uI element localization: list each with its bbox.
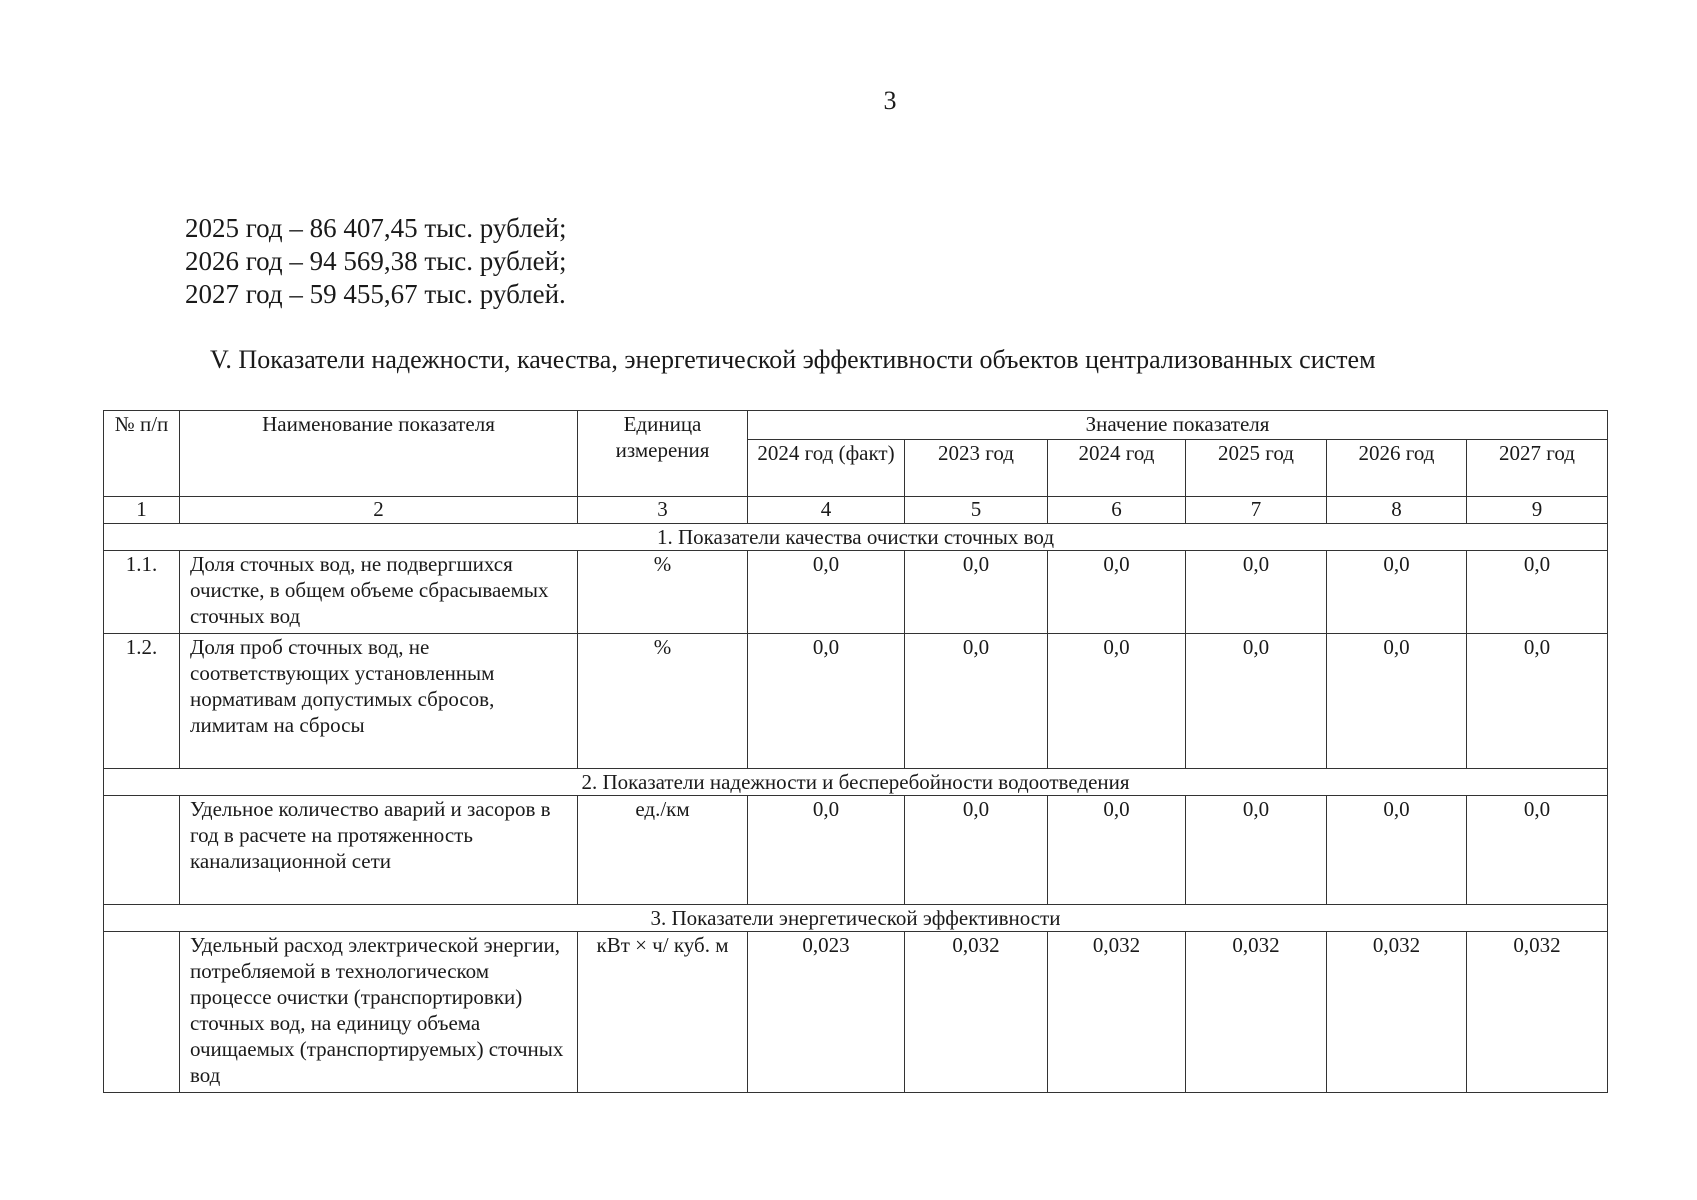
row-value: 0,0 xyxy=(1048,634,1186,769)
column-number: 1 xyxy=(104,497,180,524)
row-name: Доля проб сточных вод, не соответствующих установленным нормативам допустимых сбросов, лимитам на сбросы xyxy=(180,634,578,769)
row-value: 0,0 xyxy=(1048,796,1186,905)
group-title-quality: 1. Показатели качества очистки сточных вод xyxy=(104,524,1608,551)
row-name: Удельное количество аварий и засоров в год в расчете на протяженность канализационной сети xyxy=(180,796,578,905)
group-title-reliability: 2. Показатели надежности и бесперебойности водоотведения xyxy=(104,769,1608,796)
row-value: 0,0 xyxy=(1186,634,1327,769)
row-num: 1.2. xyxy=(104,634,180,769)
row-unit: % xyxy=(578,634,748,769)
table-row xyxy=(104,551,1608,634)
row-num: 1.1. xyxy=(104,551,180,634)
column-number: 5 xyxy=(905,497,1048,524)
row-num xyxy=(104,796,180,905)
table-header-row xyxy=(104,411,1608,440)
row-name: Доля сточных вод, не подвергшихся очистке, в общем объеме сбрасываемых сточных вод xyxy=(180,551,578,634)
row-value: 0,0 xyxy=(1048,551,1186,634)
page-number: 3 xyxy=(883,86,897,115)
header-year-2026: 2026 год xyxy=(1327,440,1467,497)
header-value-group: Значение показателя xyxy=(748,411,1608,440)
row-value: 0,032 xyxy=(1327,932,1467,1093)
header-num: № п/п xyxy=(104,411,180,497)
column-number: 3 xyxy=(578,497,748,524)
row-value: 0,032 xyxy=(905,932,1048,1093)
row-value: 0,0 xyxy=(1186,551,1327,634)
row-unit: % xyxy=(578,551,748,634)
row-name: Удельный расход электрической энергии, потребляемой в технологическом процессе очистки (транспортировки) сточных вод, на единицу объема очищаемых (транспортируемых) сточных вод xyxy=(180,932,578,1093)
row-unit: кВт × ч/ куб. м xyxy=(578,932,748,1093)
table-row xyxy=(104,796,1608,905)
row-num xyxy=(104,932,180,1093)
row-value: 0,032 xyxy=(1467,932,1608,1093)
row-value: 0,0 xyxy=(748,551,905,634)
row-value: 0,0 xyxy=(1467,551,1608,634)
table-row xyxy=(104,932,1608,1093)
group-title-row xyxy=(104,524,1608,551)
column-number: 2 xyxy=(180,497,578,524)
budget-line-2026: 2026 год – 94 569,38 тыс. рублей; xyxy=(185,246,567,276)
indicators-table xyxy=(103,410,1608,1093)
group-title-energy: 3. Показатели энергетической эффективности xyxy=(104,905,1608,932)
row-unit: ед./км xyxy=(578,796,748,905)
budget-line-2025: 2025 год – 86 407,45 тыс. рублей; xyxy=(185,213,567,243)
header-year-2025: 2025 год xyxy=(1186,440,1327,497)
row-value: 0,0 xyxy=(905,551,1048,634)
header-year-2027: 2027 год xyxy=(1467,440,1608,497)
column-number: 6 xyxy=(1048,497,1186,524)
row-value: 0,0 xyxy=(748,634,905,769)
row-value: 0,0 xyxy=(905,634,1048,769)
row-value: 0,0 xyxy=(748,796,905,905)
row-value: 0,0 xyxy=(1186,796,1327,905)
table-row xyxy=(104,634,1608,769)
column-number-row xyxy=(104,497,1608,524)
row-value: 0,032 xyxy=(1186,932,1327,1093)
row-value: 0,023 xyxy=(748,932,905,1093)
budget-lines xyxy=(185,212,567,311)
column-number: 9 xyxy=(1467,497,1608,524)
header-year-2023: 2023 год xyxy=(905,440,1048,497)
column-number: 4 xyxy=(748,497,905,524)
row-value: 0,032 xyxy=(1048,932,1186,1093)
row-value: 0,0 xyxy=(1467,634,1608,769)
column-number: 8 xyxy=(1327,497,1467,524)
budget-line-2027: 2027 год – 59 455,67 тыс. рублей. xyxy=(185,279,566,309)
header-unit: Единица измерения xyxy=(578,411,748,497)
group-title-row xyxy=(104,905,1608,932)
row-value: 0,0 xyxy=(1327,634,1467,769)
header-year-2024: 2024 год xyxy=(1048,440,1186,497)
row-value: 0,0 xyxy=(1467,796,1608,905)
column-number: 7 xyxy=(1186,497,1327,524)
section-heading: V. Показатели надежности, качества, энергетической эффективности объектов централизованных систем xyxy=(210,345,1376,374)
group-title-row xyxy=(104,769,1608,796)
row-value: 0,0 xyxy=(1327,551,1467,634)
row-value: 0,0 xyxy=(905,796,1048,905)
header-year-2024-fact: 2024 год (факт) xyxy=(748,440,905,497)
row-value: 0,0 xyxy=(1327,796,1467,905)
header-name: Наименование показателя xyxy=(180,411,578,497)
